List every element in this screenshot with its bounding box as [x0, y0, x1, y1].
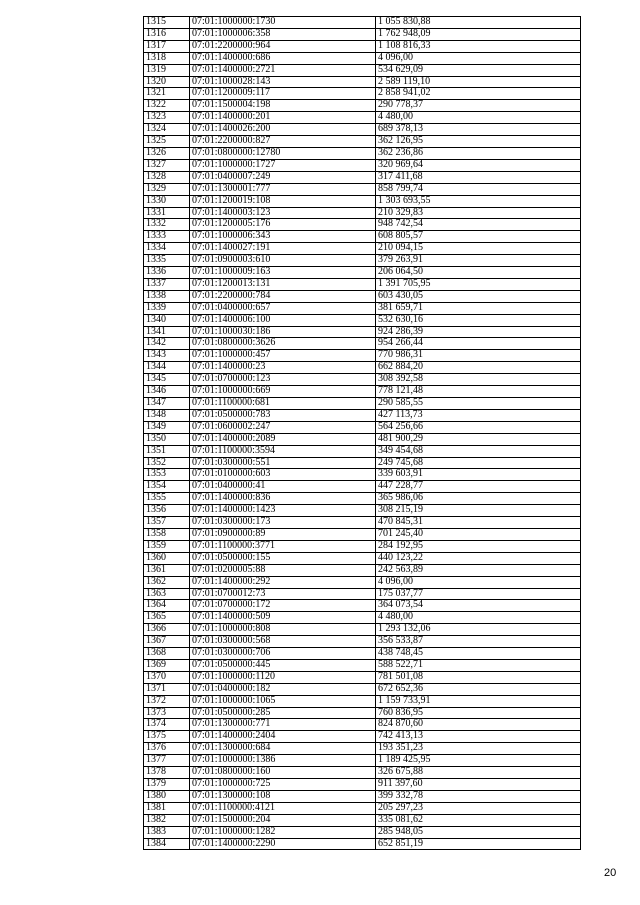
value-cell: 242 563,89	[376, 564, 581, 576]
value-cell: 326 675,88	[376, 767, 581, 779]
row-number-cell: 1346	[144, 386, 190, 398]
cadastral-number-cell: 07:01:1300001:777	[190, 183, 376, 195]
row-number-cell: 1362	[144, 576, 190, 588]
cadastral-number-cell: 07:01:1000000:1065	[190, 695, 376, 707]
cadastral-number-cell: 07:01:0600002:247	[190, 421, 376, 433]
value-cell: 911 397,60	[376, 779, 581, 791]
row-number-cell: 1371	[144, 683, 190, 695]
table-row	[144, 493, 581, 505]
value-cell: 1 108 816,33	[376, 40, 581, 52]
cadastral-number-cell: 07:01:0500000:155	[190, 552, 376, 564]
value-cell: 290 778,37	[376, 100, 581, 112]
cadastral-number-cell: 07:01:1400003:123	[190, 207, 376, 219]
cadastral-number-cell: 07:01:1400000:201	[190, 112, 376, 124]
value-cell: 206 064,50	[376, 267, 581, 279]
table-row	[144, 755, 581, 767]
table-row	[144, 790, 581, 802]
table-row	[144, 659, 581, 671]
cadastral-number-cell: 07:01:1000000:457	[190, 350, 376, 362]
table-row	[144, 40, 581, 52]
row-number-cell: 1334	[144, 243, 190, 255]
row-number-cell: 1330	[144, 195, 190, 207]
table-row	[144, 505, 581, 517]
value-cell: 308 392,58	[376, 374, 581, 386]
value-cell: 534 629,09	[376, 64, 581, 76]
row-number-cell: 1375	[144, 731, 190, 743]
cadastral-number-cell: 07:01:1400027:191	[190, 243, 376, 255]
value-cell: 603 430,05	[376, 290, 581, 302]
row-number-cell: 1382	[144, 814, 190, 826]
row-number-cell: 1342	[144, 338, 190, 350]
value-cell: 335 081,62	[376, 814, 581, 826]
row-number-cell: 1367	[144, 636, 190, 648]
value-cell: 210 329,83	[376, 207, 581, 219]
value-cell: 427 113,73	[376, 409, 581, 421]
row-number-cell: 1383	[144, 826, 190, 838]
table-row	[144, 409, 581, 421]
cadastral-number-cell: 07:01:0400000:657	[190, 302, 376, 314]
table-row	[144, 314, 581, 326]
value-cell: 481 900,29	[376, 433, 581, 445]
row-number-cell: 1377	[144, 755, 190, 767]
table-row	[144, 374, 581, 386]
value-cell: 662 884,20	[376, 362, 581, 374]
cadastral-number-cell: 07:01:1300000:771	[190, 719, 376, 731]
cadastral-value-table	[143, 16, 581, 850]
table-row	[144, 540, 581, 552]
row-number-cell: 1338	[144, 290, 190, 302]
row-number-cell: 1344	[144, 362, 190, 374]
row-number-cell: 1348	[144, 409, 190, 421]
table-row	[144, 719, 581, 731]
row-number-cell: 1317	[144, 40, 190, 52]
table-row	[144, 838, 581, 850]
table-row	[144, 243, 581, 255]
table-row	[144, 826, 581, 838]
value-cell: 1 055 830,88	[376, 17, 581, 29]
row-number-cell: 1325	[144, 136, 190, 148]
value-cell: 290 585,55	[376, 398, 581, 410]
table-row	[144, 195, 581, 207]
cadastral-number-cell: 07:01:1100000:3594	[190, 445, 376, 457]
row-number-cell: 1369	[144, 659, 190, 671]
row-number-cell: 1358	[144, 528, 190, 540]
cadastral-number-cell: 07:01:1400000:509	[190, 612, 376, 624]
row-number-cell: 1355	[144, 493, 190, 505]
cadastral-number-cell: 07:01:0200005:88	[190, 564, 376, 576]
table-row	[144, 267, 581, 279]
table-row	[144, 707, 581, 719]
row-number-cell: 1384	[144, 838, 190, 850]
row-number-cell: 1361	[144, 564, 190, 576]
value-cell: 210 094,15	[376, 243, 581, 255]
row-number-cell: 1353	[144, 469, 190, 481]
value-cell: 948 742,54	[376, 219, 581, 231]
row-number-cell: 1380	[144, 790, 190, 802]
row-number-cell: 1316	[144, 28, 190, 40]
row-number-cell: 1324	[144, 124, 190, 136]
cadastral-number-cell: 07:01:0300000:173	[190, 517, 376, 529]
row-number-cell: 1315	[144, 17, 190, 29]
cadastral-number-cell: 07:01:0300000:551	[190, 457, 376, 469]
cadastral-number-cell: 07:01:1200013:131	[190, 278, 376, 290]
table-row	[144, 588, 581, 600]
row-number-cell: 1374	[144, 719, 190, 731]
row-number-cell: 1339	[144, 302, 190, 314]
cadastral-number-cell: 07:01:1000000:1730	[190, 17, 376, 29]
table-row	[144, 350, 581, 362]
table-row	[144, 731, 581, 743]
value-cell: 824 870,60	[376, 719, 581, 731]
cadastral-number-cell: 07:01:1400000:2721	[190, 64, 376, 76]
row-number-cell: 1337	[144, 278, 190, 290]
value-cell: 742 413,13	[376, 731, 581, 743]
value-cell: 308 215,19	[376, 505, 581, 517]
table-row	[144, 124, 581, 136]
row-number-cell: 1329	[144, 183, 190, 195]
value-cell: 2 589 119,10	[376, 76, 581, 88]
value-cell: 356 533,87	[376, 636, 581, 648]
value-cell: 4 096,00	[376, 576, 581, 588]
cadastral-number-cell: 07:01:0300000:706	[190, 648, 376, 660]
cadastral-number-cell: 07:01:0100000:603	[190, 469, 376, 481]
row-number-cell: 1336	[144, 267, 190, 279]
value-cell: 379 263,91	[376, 255, 581, 267]
row-number-cell: 1321	[144, 88, 190, 100]
table-row	[144, 207, 581, 219]
table-row	[144, 398, 581, 410]
table-row	[144, 600, 581, 612]
value-cell: 781 501,08	[376, 671, 581, 683]
row-number-cell: 1359	[144, 540, 190, 552]
row-number-cell: 1360	[144, 552, 190, 564]
cadastral-number-cell: 07:01:1400000:686	[190, 52, 376, 64]
value-cell: 317 411,68	[376, 171, 581, 183]
table-row	[144, 469, 581, 481]
cadastral-number-cell: 07:01:2200000:964	[190, 40, 376, 52]
cadastral-number-cell: 07:01:1100000:681	[190, 398, 376, 410]
row-number-cell: 1356	[144, 505, 190, 517]
value-cell: 1 762 948,09	[376, 28, 581, 40]
row-number-cell: 1335	[144, 255, 190, 267]
value-cell: 1 303 693,55	[376, 195, 581, 207]
row-number-cell: 1326	[144, 147, 190, 159]
value-cell: 364 073,54	[376, 600, 581, 612]
value-cell: 4 480,00	[376, 112, 581, 124]
table-row	[144, 481, 581, 493]
row-number-cell: 1370	[144, 671, 190, 683]
cadastral-number-cell: 07:01:1000028:143	[190, 76, 376, 88]
table-row	[144, 386, 581, 398]
value-cell: 858 799,74	[376, 183, 581, 195]
value-cell: 564 256,66	[376, 421, 581, 433]
table-row	[144, 517, 581, 529]
value-cell: 175 037,77	[376, 588, 581, 600]
row-number-cell: 1319	[144, 64, 190, 76]
cadastral-number-cell: 07:01:0800000:3626	[190, 338, 376, 350]
row-number-cell: 1345	[144, 374, 190, 386]
value-cell: 1 189 425,95	[376, 755, 581, 767]
table-row	[144, 136, 581, 148]
cadastral-number-cell: 07:01:0700012:73	[190, 588, 376, 600]
row-number-cell: 1357	[144, 517, 190, 529]
table-row	[144, 767, 581, 779]
cadastral-number-cell: 07:01:0800000:160	[190, 767, 376, 779]
table-row	[144, 683, 581, 695]
table-row	[144, 695, 581, 707]
value-cell: 778 121,48	[376, 386, 581, 398]
cadastral-number-cell: 07:01:1000000:1282	[190, 826, 376, 838]
table-body	[144, 17, 581, 850]
cadastral-number-cell: 07:01:1300000:684	[190, 743, 376, 755]
table-row	[144, 112, 581, 124]
row-number-cell: 1351	[144, 445, 190, 457]
table-row	[144, 147, 581, 159]
table-row	[144, 290, 581, 302]
value-cell: 447 228,77	[376, 481, 581, 493]
row-number-cell: 1378	[144, 767, 190, 779]
row-number-cell: 1366	[144, 624, 190, 636]
table-row	[144, 564, 581, 576]
cadastral-number-cell: 07:01:1000000:1120	[190, 671, 376, 683]
table-row	[144, 255, 581, 267]
cadastral-number-cell: 07:01:1400000:1423	[190, 505, 376, 517]
table-row	[144, 648, 581, 660]
cadastral-number-cell: 07:01:1400000:2290	[190, 838, 376, 850]
row-number-cell: 1318	[144, 52, 190, 64]
cadastral-number-cell: 07:01:1300000:108	[190, 790, 376, 802]
cadastral-number-cell: 07:01:0500000:445	[190, 659, 376, 671]
row-number-cell: 1379	[144, 779, 190, 791]
table-row	[144, 88, 581, 100]
table-row	[144, 64, 581, 76]
row-number-cell: 1341	[144, 326, 190, 338]
row-number-cell: 1363	[144, 588, 190, 600]
value-cell: 362 126,95	[376, 136, 581, 148]
cadastral-number-cell: 07:01:0500000:783	[190, 409, 376, 421]
row-number-cell: 1372	[144, 695, 190, 707]
table-row	[144, 171, 581, 183]
value-cell: 4 480,00	[376, 612, 581, 624]
cadastral-number-cell: 07:01:1000030:186	[190, 326, 376, 338]
row-number-cell: 1323	[144, 112, 190, 124]
cadastral-number-cell: 07:01:0400000:41	[190, 481, 376, 493]
row-number-cell: 1350	[144, 433, 190, 445]
value-cell: 1 159 733,91	[376, 695, 581, 707]
cadastral-number-cell: 07:01:1000000:1727	[190, 159, 376, 171]
cadastral-number-cell: 07:01:0700000:172	[190, 600, 376, 612]
table-row	[144, 576, 581, 588]
cadastral-number-cell: 07:01:1400000:23	[190, 362, 376, 374]
table-row	[144, 183, 581, 195]
table-row	[144, 159, 581, 171]
cadastral-number-cell: 07:01:0900003:610	[190, 255, 376, 267]
cadastral-number-cell: 07:01:1400000:2089	[190, 433, 376, 445]
table-row	[144, 802, 581, 814]
table-row	[144, 100, 581, 112]
row-number-cell: 1347	[144, 398, 190, 410]
value-cell: 365 986,06	[376, 493, 581, 505]
value-cell: 339 603,91	[376, 469, 581, 481]
cadastral-number-cell: 07:01:0400000:182	[190, 683, 376, 695]
row-number-cell: 1328	[144, 171, 190, 183]
value-cell: 284 192,95	[376, 540, 581, 552]
cadastral-number-cell: 07:01:1000006:343	[190, 231, 376, 243]
value-cell: 381 659,71	[376, 302, 581, 314]
table-row	[144, 552, 581, 564]
table-row	[144, 528, 581, 540]
value-cell: 1 391 705,95	[376, 278, 581, 290]
table-row	[144, 219, 581, 231]
cadastral-number-cell: 07:01:1400000:292	[190, 576, 376, 588]
value-cell: 440 123,22	[376, 552, 581, 564]
value-cell: 608 805,57	[376, 231, 581, 243]
table-row	[144, 231, 581, 243]
cadastral-number-cell: 07:01:0300000:568	[190, 636, 376, 648]
value-cell: 362 236,86	[376, 147, 581, 159]
row-number-cell: 1376	[144, 743, 190, 755]
value-cell: 399 332,78	[376, 790, 581, 802]
cadastral-number-cell: 07:01:1400000:2404	[190, 731, 376, 743]
cadastral-number-cell: 07:01:1000000:669	[190, 386, 376, 398]
table-row	[144, 362, 581, 374]
value-cell: 438 748,45	[376, 648, 581, 660]
value-cell: 652 851,19	[376, 838, 581, 850]
value-cell: 470 845,31	[376, 517, 581, 529]
table-row	[144, 671, 581, 683]
row-number-cell: 1322	[144, 100, 190, 112]
cadastral-number-cell: 07:01:1000000:808	[190, 624, 376, 636]
table-row	[144, 17, 581, 29]
cadastral-number-cell: 07:01:1100000:4121	[190, 802, 376, 814]
row-number-cell: 1364	[144, 600, 190, 612]
value-cell: 924 286,39	[376, 326, 581, 338]
row-number-cell: 1373	[144, 707, 190, 719]
cadastral-number-cell: 07:01:1000006:358	[190, 28, 376, 40]
value-cell: 285 948,05	[376, 826, 581, 838]
cadastral-number-cell: 07:01:1500000:204	[190, 814, 376, 826]
row-number-cell: 1368	[144, 648, 190, 660]
row-number-cell: 1331	[144, 207, 190, 219]
table-row	[144, 338, 581, 350]
table-row	[144, 779, 581, 791]
table-row	[144, 76, 581, 88]
row-number-cell: 1340	[144, 314, 190, 326]
table-row	[144, 28, 581, 40]
table-row	[144, 445, 581, 457]
row-number-cell: 1349	[144, 421, 190, 433]
cadastral-number-cell: 07:01:1400026:200	[190, 124, 376, 136]
table-row	[144, 52, 581, 64]
row-number-cell: 1365	[144, 612, 190, 624]
cadastral-number-cell: 07:01:1000000:1386	[190, 755, 376, 767]
table-row	[144, 421, 581, 433]
table-row	[144, 814, 581, 826]
value-cell: 954 266,44	[376, 338, 581, 350]
cadastral-number-cell: 07:01:1100000:3771	[190, 540, 376, 552]
cadastral-number-cell: 07:01:1000009:163	[190, 267, 376, 279]
row-number-cell: 1343	[144, 350, 190, 362]
cadastral-number-cell: 07:01:0800000:12780	[190, 147, 376, 159]
cadastral-number-cell: 07:01:0400007:249	[190, 171, 376, 183]
table-row	[144, 743, 581, 755]
table-row	[144, 326, 581, 338]
table-row	[144, 457, 581, 469]
cadastral-number-cell: 07:01:2200000:784	[190, 290, 376, 302]
row-number-cell: 1327	[144, 159, 190, 171]
value-cell: 2 858 941,02	[376, 88, 581, 100]
value-cell: 770 986,31	[376, 350, 581, 362]
cadastral-number-cell: 07:01:0900000:89	[190, 528, 376, 540]
cadastral-number-cell: 07:01:1200019:108	[190, 195, 376, 207]
table-row	[144, 636, 581, 648]
cadastral-number-cell: 07:01:0500000:285	[190, 707, 376, 719]
table-row	[144, 278, 581, 290]
row-number-cell: 1333	[144, 231, 190, 243]
row-number-cell: 1354	[144, 481, 190, 493]
cadastral-number-cell: 07:01:1200005:176	[190, 219, 376, 231]
table-row	[144, 302, 581, 314]
value-cell: 588 522,71	[376, 659, 581, 671]
table-row	[144, 612, 581, 624]
value-cell: 672 652,36	[376, 683, 581, 695]
table-row	[144, 624, 581, 636]
value-cell: 349 454,68	[376, 445, 581, 457]
cadastral-number-cell: 07:01:1400000:836	[190, 493, 376, 505]
value-cell: 760 836,95	[376, 707, 581, 719]
cadastral-number-cell: 07:01:0700000:123	[190, 374, 376, 386]
cadastral-number-cell: 07:01:1000000:725	[190, 779, 376, 791]
row-number-cell: 1332	[144, 219, 190, 231]
cadastral-number-cell: 07:01:1200009:117	[190, 88, 376, 100]
cadastral-number-cell: 07:01:2200000:827	[190, 136, 376, 148]
row-number-cell: 1320	[144, 76, 190, 88]
cadastral-number-cell: 07:01:1500004:198	[190, 100, 376, 112]
value-cell: 532 630,16	[376, 314, 581, 326]
cadastral-number-cell: 07:01:1400006:100	[190, 314, 376, 326]
value-cell: 193 351,23	[376, 743, 581, 755]
value-cell: 249 745,68	[376, 457, 581, 469]
row-number-cell: 1381	[144, 802, 190, 814]
value-cell: 205 297,23	[376, 802, 581, 814]
value-cell: 701 245,40	[376, 528, 581, 540]
page-number: 20	[604, 867, 617, 879]
value-cell: 1 293 132,06	[376, 624, 581, 636]
value-cell: 4 096,00	[376, 52, 581, 64]
row-number-cell: 1352	[144, 457, 190, 469]
value-cell: 320 969,64	[376, 159, 581, 171]
table-row	[144, 433, 581, 445]
value-cell: 689 378,13	[376, 124, 581, 136]
